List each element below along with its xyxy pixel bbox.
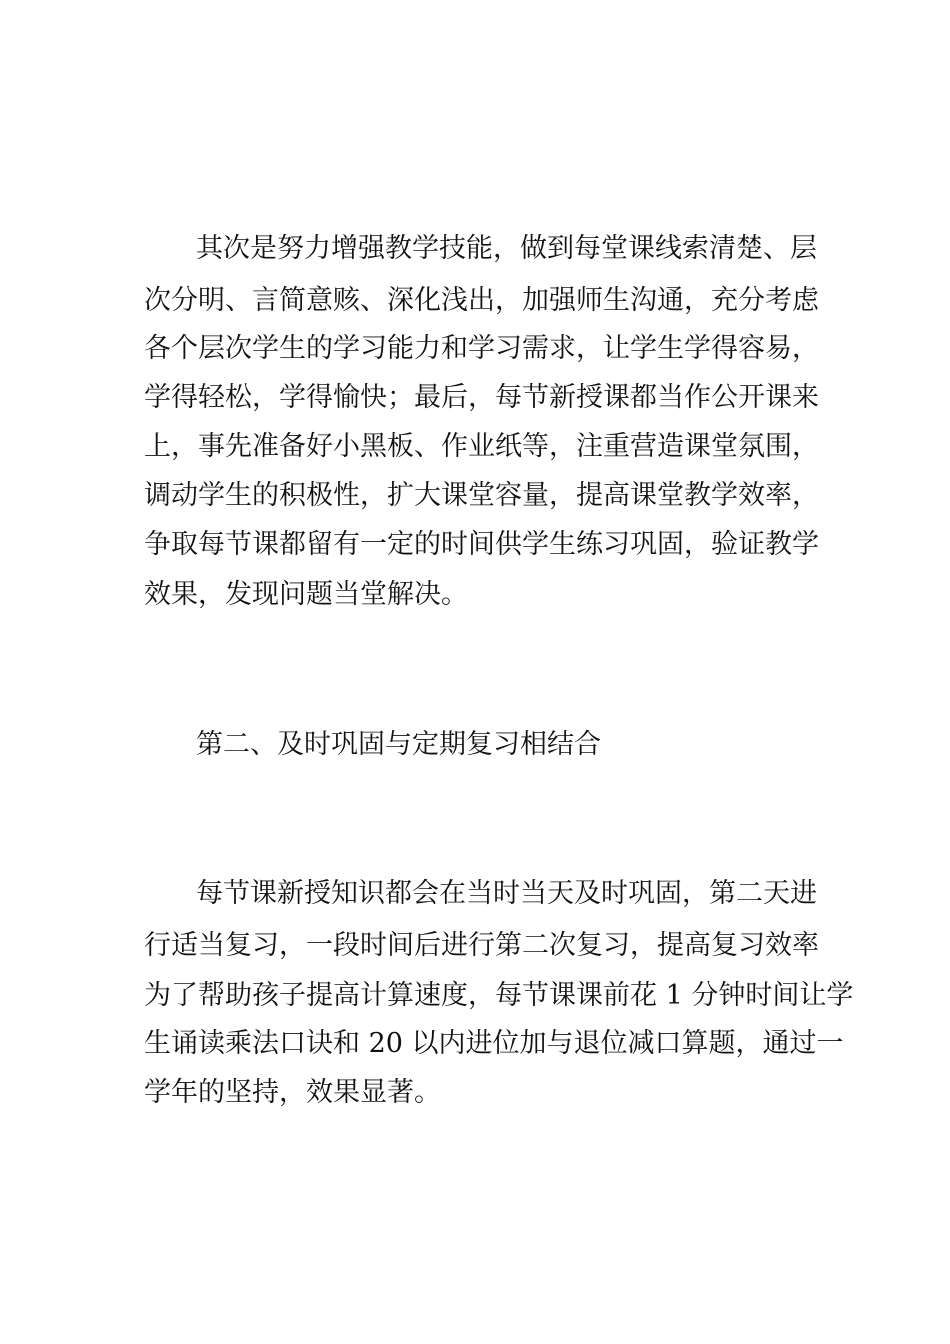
paragraph-line: 每节课新授知识都会在当时当天及时巩固，第二天进 bbox=[196, 878, 817, 909]
paragraph-line: 调动学生的积极性，扩大课堂容量，提高课堂教学效率， bbox=[144, 480, 819, 511]
paragraph-line: 次分明、言简意赅、深化浅出，加强师生沟通，充分考虑 bbox=[144, 285, 819, 316]
paragraph-line: 上，事先准备好小黑板、作业纸等，注重营造课堂氛围， bbox=[144, 431, 819, 462]
paragraph-line: 效果，发现问题当堂解决。 bbox=[144, 579, 468, 610]
paragraph-line: 其次是努力增强教学技能，做到每堂课线索清楚、层 bbox=[196, 233, 817, 264]
paragraph-line: 为了帮助孩子提高计算速度，每节课课前花 1 分钟时间让学 bbox=[144, 980, 854, 1011]
paragraph-line: 学年的坚持，效果显著。 bbox=[144, 1077, 441, 1108]
paragraph-line: 生诵读乘法口诀和 20 以内进位加与退位减口算题，通过一 bbox=[144, 1028, 844, 1059]
paragraph-line: 争取每节课都留有一定的时间供学生练习巩固，验证教学 bbox=[144, 529, 819, 560]
paragraph-line: 学得轻松，学得愉快；最后，每节新授课都当作公开课来 bbox=[144, 382, 819, 413]
paragraph-line: 行适当复习，一段时间后进行第二次复习，提高复习效率 bbox=[144, 930, 819, 961]
section-heading: 第二、及时巩固与定期复习相结合 bbox=[196, 729, 601, 760]
paragraph-line: 各个层次学生的学习能力和学习需求，让学生学得容易， bbox=[144, 333, 819, 364]
